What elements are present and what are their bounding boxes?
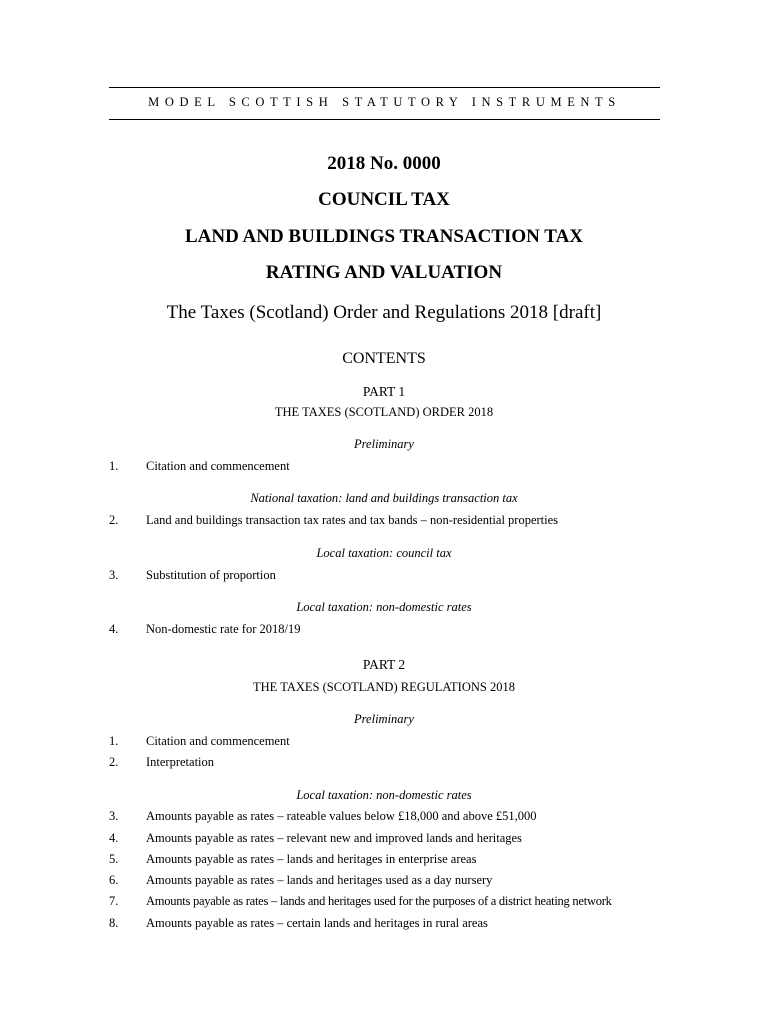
section-heading: Preliminary <box>354 712 414 726</box>
entry-number: 2. <box>109 755 119 769</box>
part-1-label: PART 1 <box>362 384 406 399</box>
contents-entry[interactable] <box>0 734 768 751</box>
contents-entry[interactable] <box>0 873 768 890</box>
contents-entry[interactable] <box>0 622 768 639</box>
entry-title: Non-domestic rate for 2018/19 <box>146 622 301 636</box>
entry-number: 7. <box>109 894 119 908</box>
part-2-label: PART 2 <box>362 657 406 672</box>
contents-entry[interactable] <box>0 809 768 826</box>
subject-heading-2: LAND AND BUILDINGS TRANSACTION TAX <box>184 226 584 247</box>
section-heading: Local taxation: non-domestic rates <box>296 788 472 802</box>
contents-entry[interactable] <box>0 459 768 476</box>
entry-title: Amounts payable as rates – lands and heritages used for the purposes of a district heating network <box>146 894 612 908</box>
subject-heading-3: RATING AND VALUATION <box>265 262 503 283</box>
entry-number: 2. <box>109 513 119 527</box>
contents-entry[interactable] <box>0 916 768 933</box>
entry-title: Amounts payable as rates – relevant new and improved lands and heritages <box>146 831 522 845</box>
entry-number: 4. <box>109 622 119 636</box>
entry-number: 5. <box>109 852 119 866</box>
entry-title: Citation and commencement <box>146 459 290 473</box>
part-2-title: THE TAXES (SCOTLAND) REGULATIONS 2018 <box>253 680 515 694</box>
contents-entry[interactable] <box>0 755 768 772</box>
entry-number: 1. <box>109 734 119 748</box>
entry-number: 1. <box>109 459 119 473</box>
entry-number: 3. <box>109 809 119 823</box>
part-1-title: THE TAXES (SCOTLAND) ORDER 2018 <box>274 405 494 419</box>
entry-title: Interpretation <box>146 755 215 769</box>
contents-entry[interactable] <box>0 831 768 848</box>
entry-number: 3. <box>109 568 119 582</box>
section-heading: National taxation: land and buildings transaction tax <box>250 491 518 505</box>
section-heading: Local taxation: council tax <box>316 546 452 560</box>
contents-entry[interactable] <box>0 894 768 911</box>
entry-title: Substitution of proportion <box>146 568 276 582</box>
entry-title: Amounts payable as rates – certain lands and heritages in rural areas <box>146 916 488 930</box>
section-heading: Preliminary <box>354 437 414 451</box>
entry-number: 6. <box>109 873 119 887</box>
entry-title: Amounts payable as rates – rateable values below £18,000 and above £51,000 <box>146 809 537 823</box>
entry-title: Land and buildings transaction tax rates and tax bands – non-residential properties <box>146 513 559 527</box>
contents-entry[interactable] <box>0 568 768 585</box>
entry-title: Citation and commencement <box>146 734 290 748</box>
entry-title: Amounts payable as rates – lands and heritages in enterprise areas <box>146 852 477 866</box>
instrument-title: The Taxes (Scotland) Order and Regulations 2018 [draft] <box>166 302 602 323</box>
header-bottom-rule <box>109 119 660 120</box>
entry-number: 4. <box>109 831 119 845</box>
instrument-number: 2018 No. 0000 <box>327 153 441 174</box>
contents-heading: CONTENTS <box>342 350 426 367</box>
section-heading: Local taxation: non-domestic rates <box>296 600 472 614</box>
header-top-rule <box>109 87 660 88</box>
subject-heading-1: COUNCIL TAX <box>318 189 450 210</box>
series-header: MODEL SCOTTISH STATUTORY INSTRUMENTS <box>148 95 621 109</box>
entry-number: 8. <box>109 916 119 930</box>
contents-entry[interactable] <box>0 513 768 530</box>
contents-entry[interactable] <box>0 852 768 869</box>
entry-title: Amounts payable as rates – lands and heritages used as a day nursery <box>146 873 493 887</box>
